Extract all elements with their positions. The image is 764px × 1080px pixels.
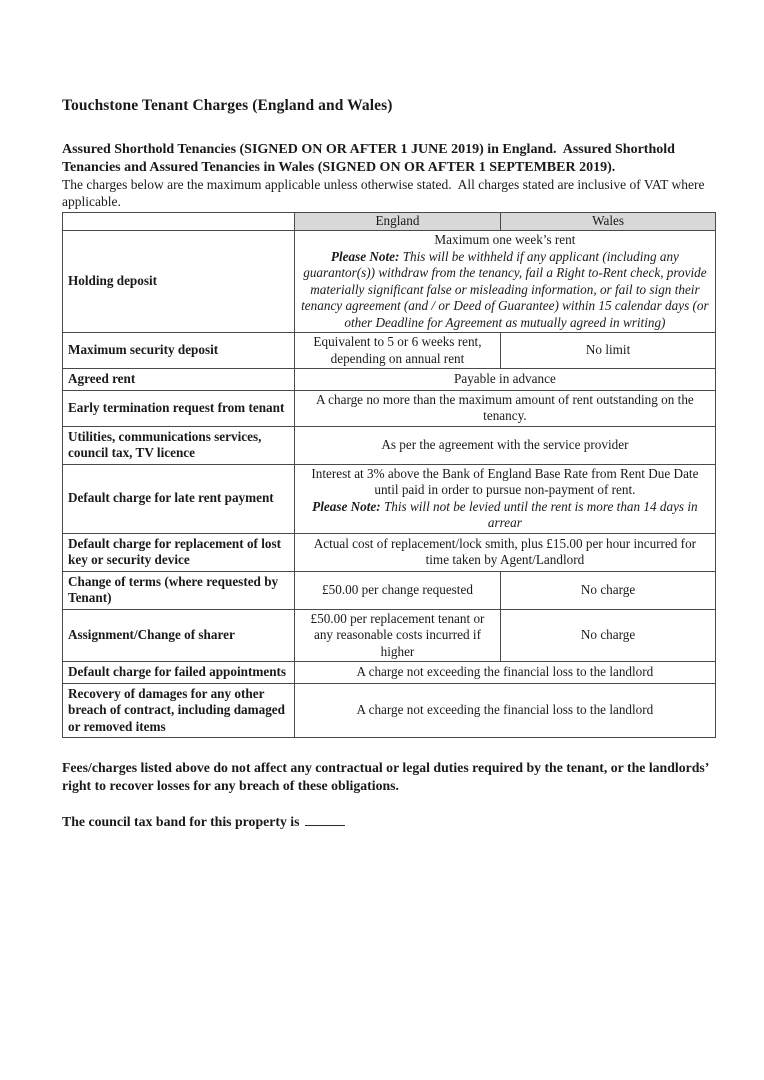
- row-value-wales: No charge: [501, 571, 716, 609]
- row-value: [294, 231, 715, 333]
- row-label: Early termination request from tenant: [63, 390, 295, 426]
- row-value: A charge not exceeding the financial loss to the landlord: [294, 662, 715, 684]
- row-label: Maximum security deposit: [63, 333, 295, 369]
- table-row-change-of-terms: [63, 571, 716, 609]
- row-value-england: Equivalent to 5 or 6 weeks rent, depending on annual rent: [294, 333, 500, 369]
- table-row-agreed-rent: [63, 369, 716, 391]
- council-tax-band-blank: [305, 814, 345, 826]
- table-row-late-rent: [63, 464, 716, 533]
- intro-paragraph-bold: Assured Shorthold Tenancies (SIGNED ON OR AFTER 1 JUNE 2019) in England. Assured Shorthold Tenancies and Assured Tenancies in Wales (SIGNED ON OR AFTER 1 SEPTEMBER 2019).: [62, 142, 679, 175]
- note-text: This will be withheld if any applicant (including any guarantor(s)) withdraw from the tenancy, fail a Right to-Rent check, provide materially significant false or misleading information, or fail to sign their tenancy agreement (and / or Deed of Guarantee) within 15 calendar days (or other Deadline for Agreement as mutually agreed in writing): [301, 248, 709, 330]
- intro-paragraph: The charges below are the maximum applicable unless otherwise stated. All charges stated are inclusive of VAT where applicable.: [62, 177, 708, 209]
- note-label: Please Note:: [312, 498, 381, 514]
- row-value-wales: No limit: [501, 333, 716, 369]
- header-blank-cell: [63, 213, 295, 231]
- header-england: England: [294, 213, 500, 231]
- row-label: Utilities, communications services, council tax, TV licence: [63, 426, 295, 464]
- row-label: Default charge for replacement of lost key or security device: [63, 533, 295, 571]
- council-tax-label: The council tax band for this property is: [62, 814, 300, 829]
- charges-table: [62, 212, 716, 738]
- table-row-assignment: [63, 609, 716, 662]
- note-label: Please Note:: [330, 248, 400, 264]
- table-row-utilities: [63, 426, 716, 464]
- row-label: Agreed rent: [63, 369, 295, 391]
- table-row-lost-key: [63, 533, 716, 571]
- row-label: Holding deposit: [63, 231, 295, 333]
- row-value-england: £50.00 per replacement tenant or any reasonable costs incurred if higher: [294, 609, 500, 662]
- row-value: As per the agreement with the service provider: [294, 426, 715, 464]
- council-tax-line: [62, 814, 712, 830]
- table-row-failed-appointments: [63, 662, 716, 684]
- footer-note: Fees/charges listed above do not affect any contractual or legal duties required by the tenant, or the landlords’ right to recover losses for any breach of these obligations.: [62, 760, 712, 793]
- header-wales: Wales: [501, 213, 716, 231]
- row-value: [294, 464, 715, 533]
- row-value-text: Interest at 3% above the Bank of England Base Rate from Rent Due Date until paid in order to pursue non-payment of rent.: [311, 465, 699, 497]
- row-value: A charge no more than the maximum amount of rent outstanding on the tenancy.: [294, 390, 715, 426]
- row-label: Change of terms (where requested by Tenant): [63, 571, 295, 609]
- row-value: A charge not exceeding the financial loss to the landlord: [294, 683, 715, 738]
- row-label: Assignment/Change of sharer: [63, 609, 295, 662]
- row-value: Actual cost of replacement/lock smith, plus £15.00 per hour incurred for time taken by Agent/Landlord: [294, 533, 715, 571]
- row-label: Recovery of damages for any other breach of contract, including damaged or removed items: [63, 683, 295, 738]
- row-value-wales: No charge: [501, 609, 716, 662]
- row-value-text: Maximum one week’s rent: [434, 232, 576, 247]
- note-text: This will not be levied until the rent is more than 14 days in arrear: [383, 498, 698, 530]
- table-row-max-security-deposit: [63, 333, 716, 369]
- row-label: Default charge for failed appointments: [63, 662, 295, 684]
- row-label: Default charge for late rent payment: [63, 464, 295, 533]
- row-value: Payable in advance: [294, 369, 715, 391]
- page-title: Touchstone Tenant Charges (England and Wales): [62, 97, 393, 114]
- row-value-note: [301, 249, 709, 332]
- table-row-recovery-of-damages: [63, 683, 716, 738]
- table-row-holding-deposit: [63, 231, 716, 333]
- table-row-early-termination: [63, 390, 716, 426]
- row-value-england: £50.00 per change requested: [294, 571, 500, 609]
- row-value-note: [301, 499, 709, 532]
- table-header-row: [63, 213, 716, 231]
